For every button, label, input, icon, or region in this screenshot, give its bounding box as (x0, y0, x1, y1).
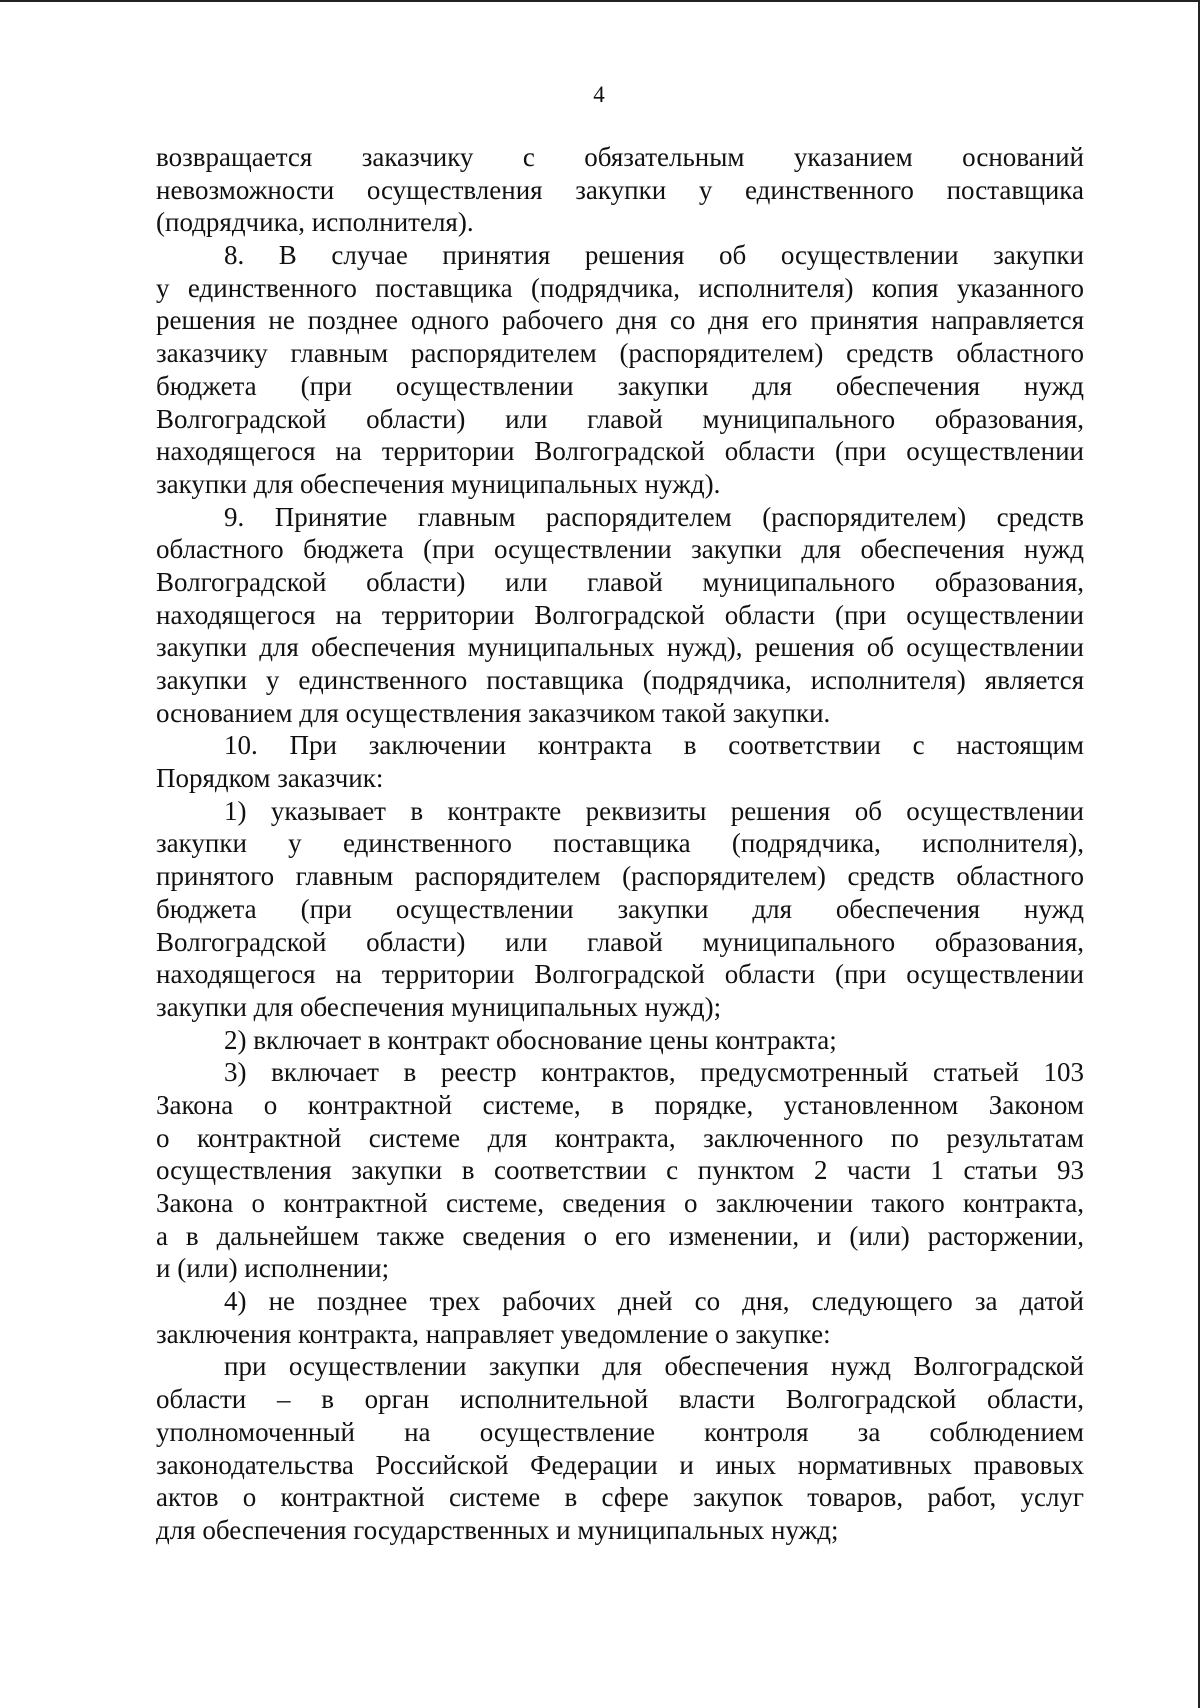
text-line: заказчику главным распорядителем (распорядителем) средств областного (156, 338, 1084, 369)
text-line: уполномоченный на осуществление контроля за соблюдением (156, 1416, 1084, 1447)
text-line: осуществления закупки в соответствии с пунктом 2 части 1 статьи 93 (156, 1155, 1084, 1186)
text-line: закупки для обеспечения муниципальных нужд), решения об осуществлении (156, 632, 1084, 663)
text-line: 8. В случае принятия решения об осуществлении закупки (224, 240, 1084, 271)
text-line: закупки для обеспечения муниципальных нужд). (156, 468, 721, 499)
text-line: законодательства Российской Федерации и иных нормативных правовых (156, 1449, 1084, 1480)
text-line: Закона о контрактной системе, в порядке, установленном Законом (156, 1089, 1084, 1120)
text-line: Волгоградской области) или главой муниципального образования, (156, 566, 1084, 597)
text-line: находящегося на территории Волгоградской области (при осуществлении (156, 599, 1084, 630)
text-line: бюджета (при осуществлении закупки для обеспечения нужд (156, 893, 1084, 924)
text-line: 1) указывает в контракте реквизиты решения об осуществлении (224, 795, 1084, 826)
text-line: актов о контрактной системе в сфере закупок товаров, работ, услуг (156, 1482, 1084, 1513)
text-line: 4) не позднее трех рабочих дней со дня, следующего за датой (224, 1286, 1084, 1317)
text-line: решения не позднее одного рабочего дня со дня его принятия направляется (156, 305, 1084, 336)
text-line: (подрядчика, исполнителя). (156, 207, 474, 238)
text-line: и (или) исполнении; (156, 1253, 390, 1284)
text-line: бюджета (при осуществлении закупки для обеспечения нужд (156, 370, 1084, 401)
text-line: 9. Принятие главным распорядителем (распорядителем) средств (224, 501, 1084, 532)
text-line: 10. При заключении контракта в соответствии с настоящим (224, 730, 1084, 761)
text-line: заключения контракта, направляет уведомление о закупке: (156, 1318, 831, 1349)
text-line: для обеспечения государственных и муниципальных нужд; (156, 1514, 839, 1545)
text-line: закупки у единственного поставщика (подрядчика, исполнителя), (156, 828, 1084, 859)
text-line: закупки для обеспечения муниципальных нужд); (156, 991, 722, 1022)
text-line: Волгоградской области) или главой муниципального образования, (156, 403, 1084, 434)
text-line: 3) включает в реестр контрактов, предусмотренный статьей 103 (224, 1057, 1084, 1088)
text-line: о контрактной системе для контракта, заключенного по результатам (156, 1122, 1084, 1153)
text-line: Порядком заказчик: (156, 763, 384, 794)
text-line: возвращается заказчику с обязательным указанием оснований (156, 142, 1084, 172)
text-line: закупки у единственного поставщика (подрядчика, исполнителя) является (156, 665, 1084, 695)
text-line: при осуществлении закупки для обеспечения нужд Волгоградской (224, 1351, 1084, 1382)
document-body (156, 141, 1084, 1547)
text-line: невозможности осуществления закупки у единственного поставщика (156, 174, 1084, 205)
text-line: находящегося на территории Волгоградской области (при осуществлении (156, 959, 1084, 990)
text-line: основанием для осуществления заказчиком такой закупки. (156, 697, 831, 728)
text-line: Закона о контрактной системе, сведения о заключении такого контракта, (156, 1188, 1084, 1218)
text-line: области – в орган исполнительной власти Волгоградской области, (156, 1384, 1084, 1415)
text-line: у единственного поставщика (подрядчика, исполнителя) копия указанного (156, 272, 1084, 303)
text-line: областного бюджета (при осуществлении закупки для обеспечения нужд (156, 534, 1084, 565)
text-line: находящегося на территории Волгоградской области (при осуществлении (156, 436, 1084, 467)
text-line: 2) включает в контракт обоснование цены контракта; (224, 1024, 837, 1055)
page-number: 4 (593, 82, 605, 107)
text-line: Волгоградской области) или главой муниципального образования, (156, 926, 1084, 957)
text-line: принятого главным распорядителем (распорядителем) средств областного (156, 861, 1084, 892)
text-line: а в дальнейшем также сведения о его изменении, и (или) расторжении, (156, 1220, 1084, 1251)
